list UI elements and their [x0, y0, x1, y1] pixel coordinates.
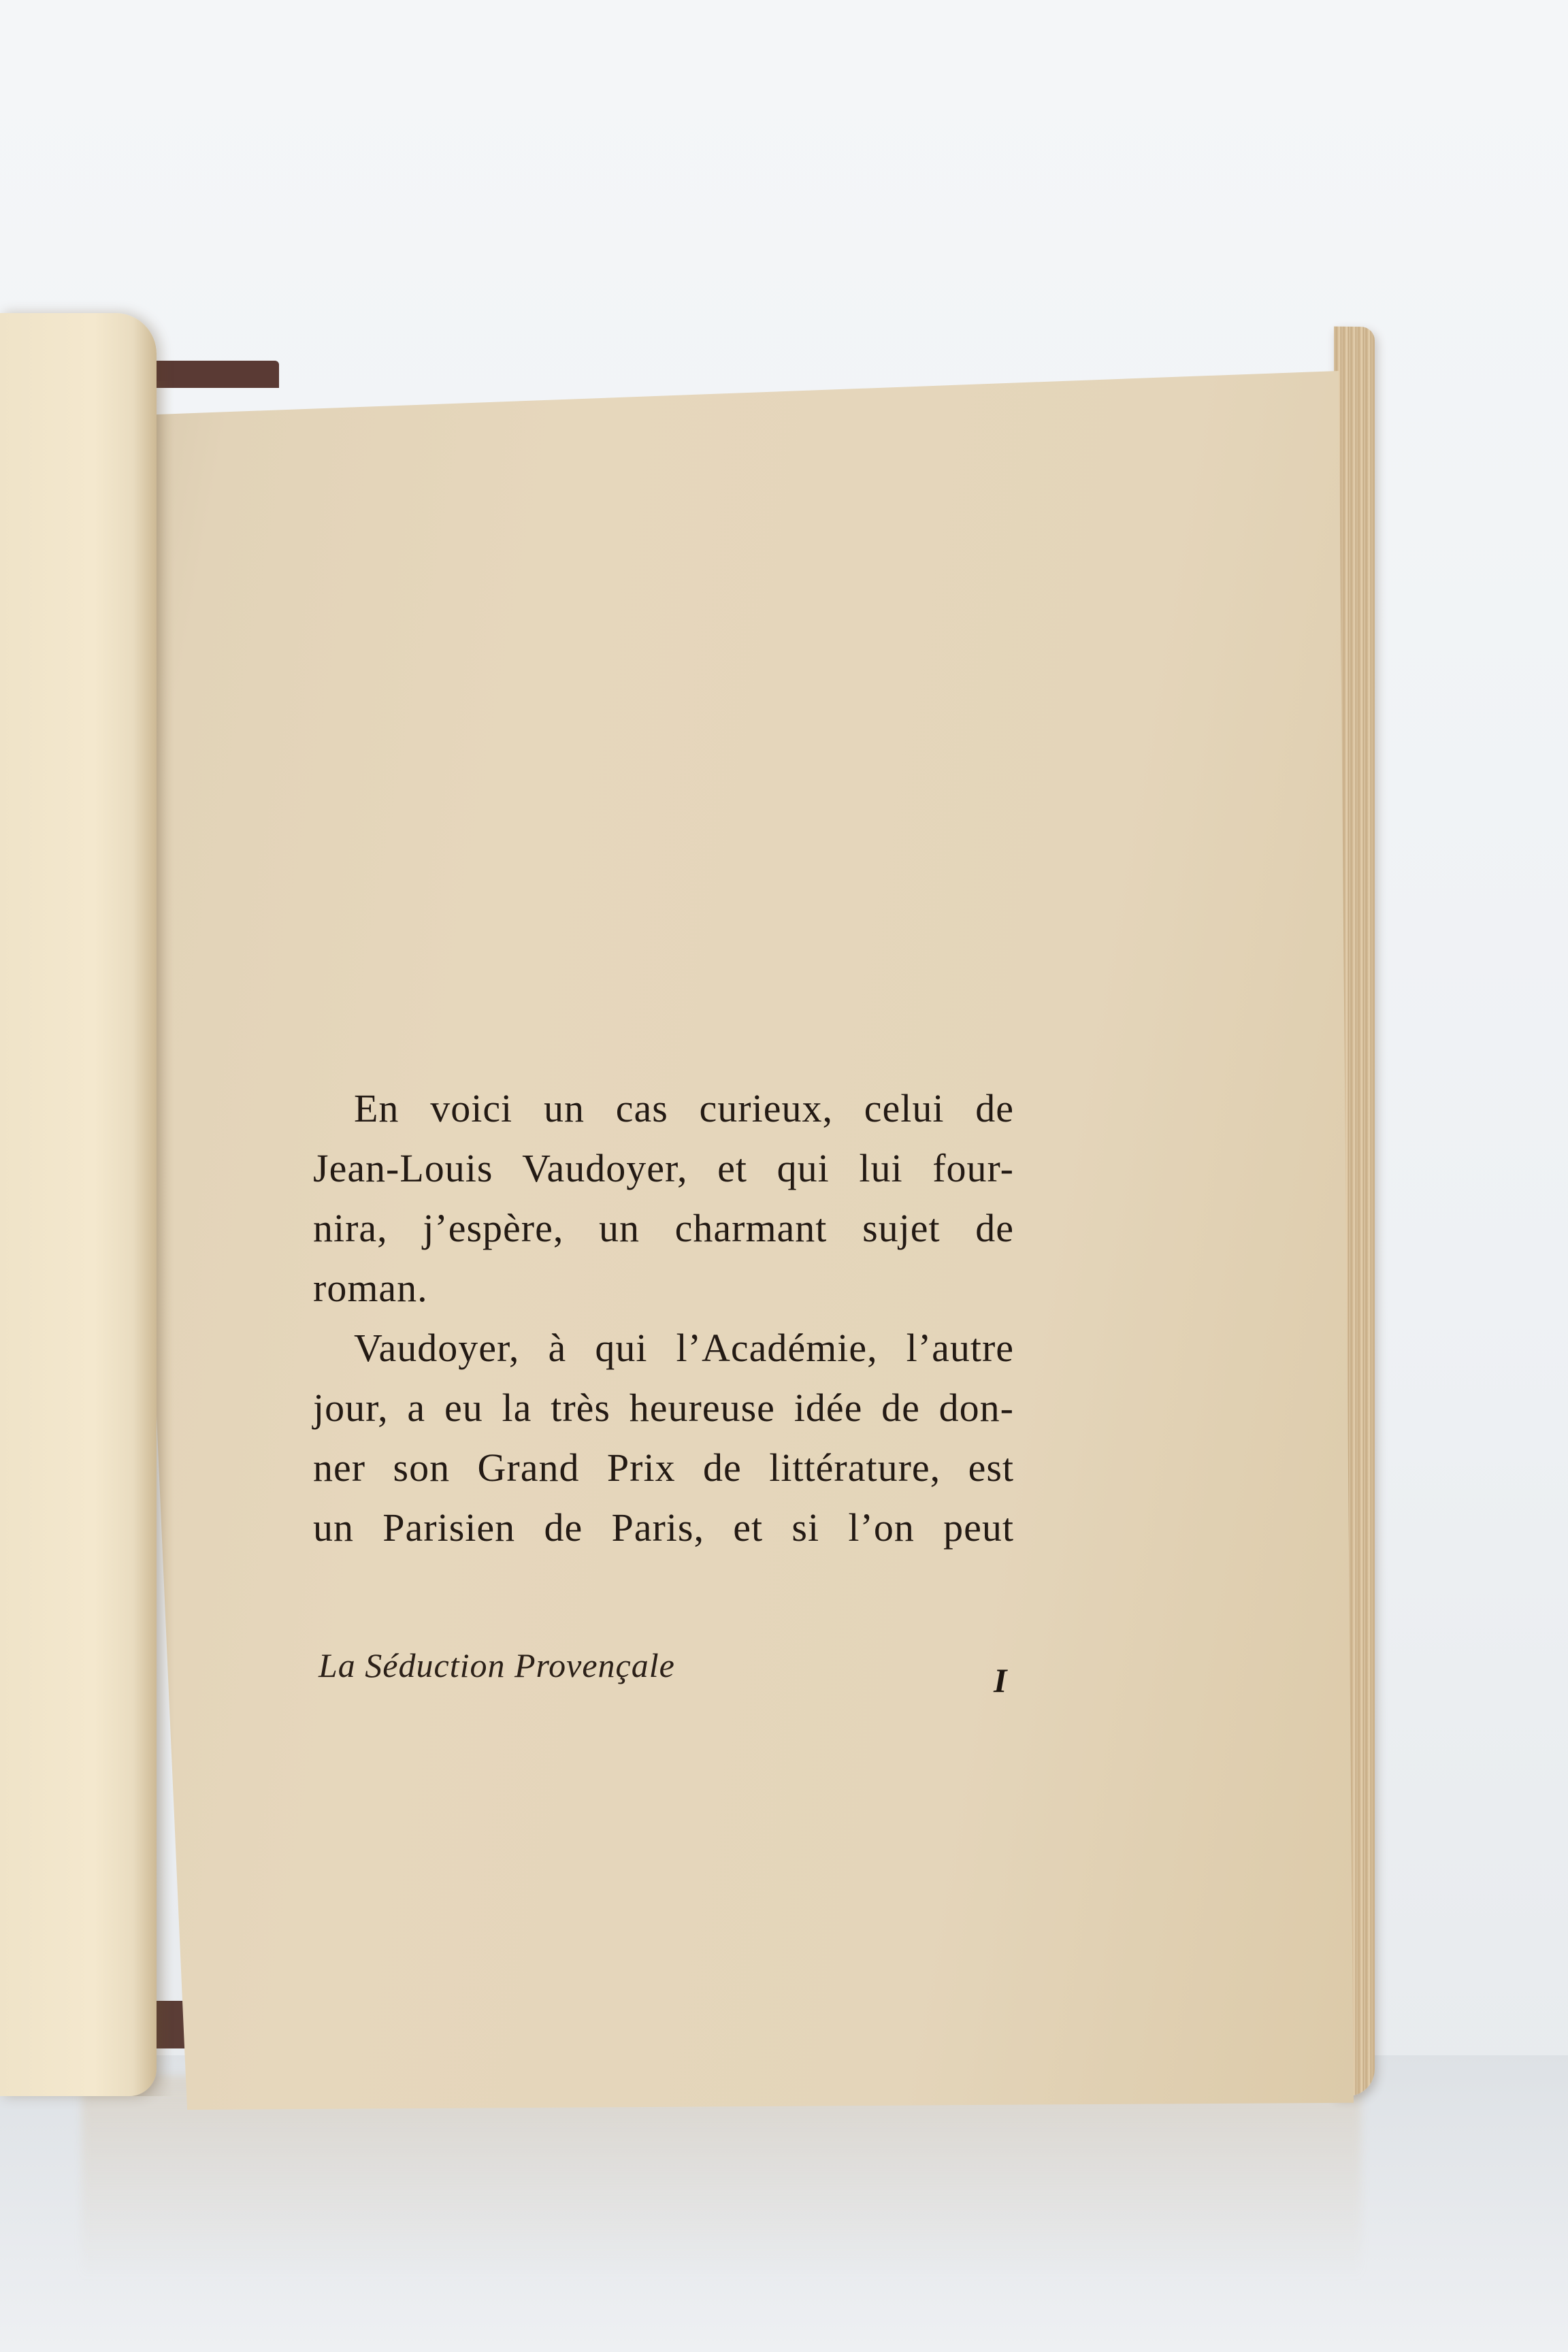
text-line: Jean-Louis Vaudoyer, et qui lui four- [313, 1146, 1014, 1190]
left-page-endpaper [0, 313, 157, 2096]
paragraph-1 [313, 1079, 1014, 1318]
footer-title: La Séduction Provençale [318, 1646, 675, 1684]
text-line: Vaudoyer, à qui l’Académie, l’autre [354, 1326, 1014, 1370]
text-line: roman. [313, 1266, 428, 1310]
text-line: ner son Grand Prix de littérature, est [313, 1446, 1014, 1490]
text-line: jour, a eu la très heureuse idée de don- [313, 1386, 1014, 1430]
paragraph-2 [313, 1318, 1014, 1558]
body-text [313, 1079, 1014, 1558]
text-line: un Parisien de Paris, et si l’on peut [313, 1505, 1014, 1550]
text-line: nira, j’espère, un charmant sujet de [313, 1206, 1014, 1250]
text-line: En voici un cas curieux, celui de [354, 1086, 1014, 1130]
signature-mark: I [994, 1661, 1007, 1699]
